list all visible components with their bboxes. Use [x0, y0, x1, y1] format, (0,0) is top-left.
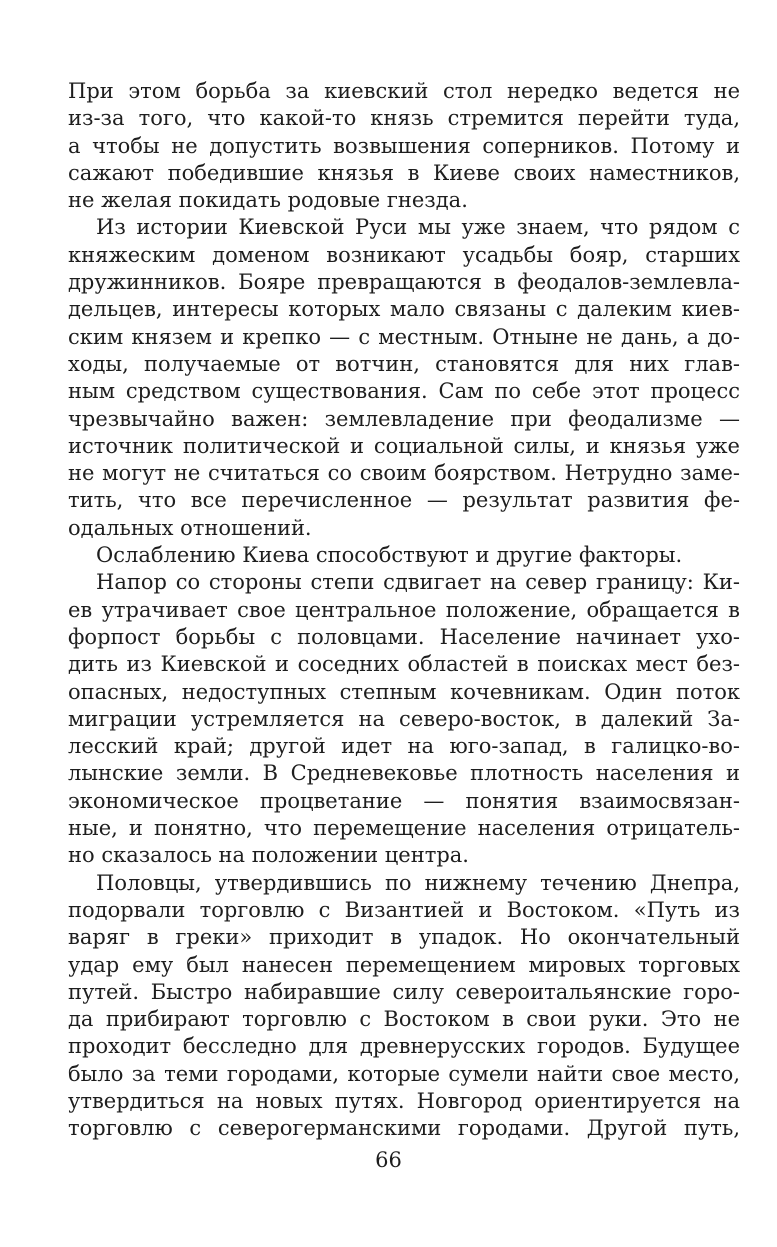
text-line: варяг в греки» приходит в упадок. Но окончательный: [68, 925, 740, 950]
text-line: а чтобы не допустить возвышения соперников. Потому и: [68, 133, 740, 158]
paragraph-first-line: Половцы, утвердившись по нижнему течению Днепра,: [96, 870, 740, 895]
text-line: не могут не считаться со своим боярством. Нетрудно заме-: [68, 461, 740, 486]
text-line: лесский край; другой идет на юго-запад, в галицко-во-: [68, 734, 740, 759]
text-line: сажают победившие князья в Киеве своих наместников,: [68, 160, 740, 185]
text-line: не желая покидать родовые гнезда.: [68, 188, 468, 213]
text-line: ев утрачивает свое центральное положение, обращается в: [68, 597, 740, 622]
text-line: лынские земли. В Средневековье плотность населения и: [68, 761, 740, 786]
text-line: дельцев, интересы которых мало связаны с далеким киев-: [68, 297, 740, 322]
text-line: дружинников. Бояре превращаются в феодалов-землевла-: [68, 270, 740, 295]
text-line: ным средством существования. Сам по себе этот процесс: [68, 379, 740, 404]
text-line: ходы, получаемые от вотчин, становятся для них глав-: [68, 351, 740, 376]
paragraph-first-line: Напор со стороны степи сдвигает на север границу: Ки-: [96, 570, 740, 595]
paragraph-first-line: Ослаблению Киева способствуют и другие факторы.: [96, 543, 683, 568]
text-line: ные, и понятно, что перемещение населения отрицатель-: [68, 816, 740, 841]
text-line: источник политической и социальной силы, и князья уже: [68, 433, 740, 458]
text-line: из-за того, что какой-то князь стремится перейти туда,: [68, 106, 740, 131]
paragraph-first-line: Из истории Киевской Руси мы уже знаем, что рядом с: [96, 215, 740, 240]
text-line: да прибирают торговлю с Востоком в свои руки. Это не: [68, 1007, 740, 1032]
text-line: дить из Киевской и соседних областей в поисках мест без-: [68, 652, 740, 677]
text-line: княжеским доменом возникают усадьбы бояр, старших: [68, 242, 740, 267]
page-text: [68, 78, 740, 1143]
text-line: тить, что все перечисленное — результат развития фе-: [68, 488, 740, 513]
text-line: чрезвычайно важен: землевладение при феодализме —: [68, 406, 740, 431]
page-number: 66: [375, 1148, 402, 1172]
text-line: форпост борьбы с половцами. Население начинает ухо-: [68, 624, 740, 649]
text-line: утвердиться на новых путях. Новгород ориентируется на: [68, 1088, 740, 1113]
text-line: удар ему был нанесен перемещением мировых торговых: [68, 952, 740, 977]
text-line: миграции устремляется на северо-восток, в далекий За-: [68, 706, 740, 731]
text-line: но сказалось на положении центра.: [68, 843, 469, 868]
text-line: торговлю с северогерманскими городами. Другой путь,: [68, 1116, 740, 1141]
text-line: одальных отношений.: [68, 515, 312, 540]
text-line: опасных, недоступных степным кочевникам. Один поток: [68, 679, 740, 704]
text-line: ским князем и крепко — с местным. Отныне не дань, а до-: [68, 324, 740, 349]
text-line: подорвали торговлю с Византией и Востоком. «Путь из: [68, 897, 740, 922]
text-line: путей. Быстро набиравшие силу североитальянские горо-: [68, 979, 740, 1004]
text-line: проходит бесследно для древнерусских городов. Будущее: [68, 1034, 740, 1059]
text-line: было за теми городами, которые сумели найти свое место,: [68, 1061, 740, 1086]
text-line: При этом борьба за киевский стол нередко ведется не: [68, 79, 740, 103]
text-line: экономическое процветание — понятия взаимосвязан-: [68, 788, 740, 813]
